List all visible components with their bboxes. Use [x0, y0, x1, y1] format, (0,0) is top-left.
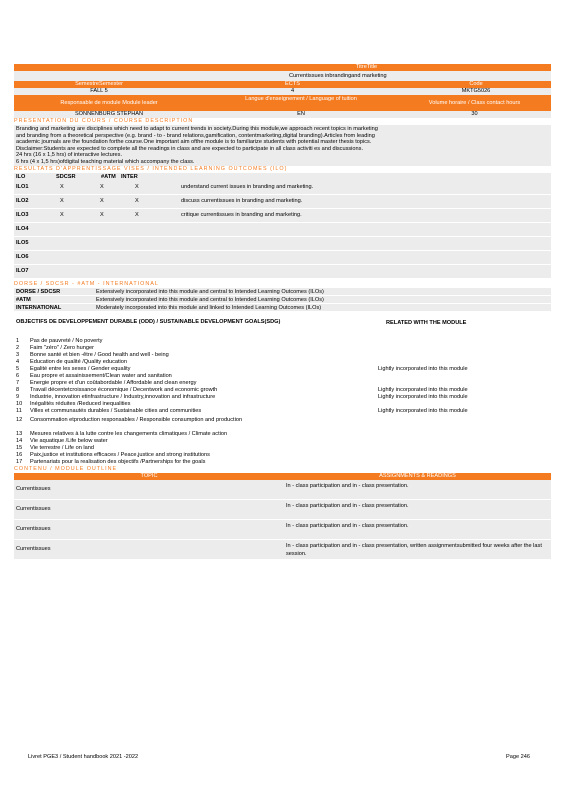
- sdg-row: [14, 352, 551, 359]
- ilo-sdcsr: X: [60, 212, 64, 218]
- ilo-sdcsr: [54, 223, 94, 236]
- semester-label: SemestreSemester: [75, 81, 123, 87]
- ilo-text: critique currentissues in branding and marketing.: [181, 212, 302, 218]
- sdg-related: Lightly incorporated into this module: [378, 387, 468, 393]
- presentation-line: Disclaimer:Students are expected to complete all the readings in class and are expected to participate in all class activiti es and discussions.: [16, 145, 363, 152]
- ilo-sdcsr: X: [60, 198, 64, 204]
- sdg-related: Lightly incorporated into this module: [378, 394, 468, 400]
- ilo-text: [179, 237, 551, 250]
- sdg-number: 13: [16, 431, 23, 437]
- sdg-text: Inégalités réduites /Reduced inequalities: [30, 401, 131, 407]
- sdg-number: 16: [16, 452, 23, 458]
- ilo-inter: [129, 265, 179, 278]
- ilo-row: [14, 195, 551, 209]
- dorse-heading: DORSE / SDCSR - #ATM - INTERNATIONAL: [14, 281, 159, 287]
- ilo-id: ILO4: [16, 226, 29, 232]
- contenu-heading: CONTENU / MODULE OUTLINE: [14, 466, 118, 472]
- sdg-number: 3: [16, 352, 20, 358]
- sdg-related: [376, 438, 551, 445]
- sdg-row: [14, 366, 551, 373]
- title-value: Currentissues inbrandingand marketing: [289, 73, 387, 79]
- ilo-id: ILO1: [16, 184, 29, 190]
- ilo-inter: [129, 251, 179, 264]
- content-row: [14, 480, 551, 500]
- sdg-row: [14, 431, 551, 438]
- sdg-text: Mesures relatives à la lutte contre les changements climatiques / Climate action: [30, 431, 228, 437]
- code-label: Code: [469, 81, 483, 87]
- ilo-row: [14, 209, 551, 223]
- semester-header: [14, 81, 551, 88]
- sdg-number: 11: [16, 408, 22, 414]
- sdg-related: Lightly incorporated into this module: [378, 366, 468, 372]
- volume-value: 30: [471, 111, 478, 117]
- sdg-related: [376, 445, 551, 452]
- inter-col-header: INTER: [121, 174, 138, 180]
- content-row: [14, 520, 551, 540]
- presentation-line: 24 hrs (16 x 1,5 hrs) of interactive lectures.: [16, 152, 123, 158]
- sdg-related: [376, 359, 551, 366]
- sdg-row: [14, 345, 551, 352]
- ects-value: 4: [290, 88, 295, 94]
- ilo-inter: X: [135, 198, 139, 204]
- sdg-text: Industrie, innovation etinfrastructure / Industry,innovation and infrastructure: [30, 394, 216, 400]
- course-sheet: [14, 64, 551, 560]
- sdg-row: [14, 387, 551, 394]
- assign-label: ASSIGNMENTS & READINGS: [379, 473, 456, 479]
- related-heading: RELATED WITH THE MODULE: [386, 320, 467, 326]
- title-label: TitreTitle: [355, 64, 378, 70]
- topic-label: TOPIC: [140, 473, 158, 479]
- ilo-text: understand current issues in branding and marketing.: [181, 184, 314, 190]
- resultats-heading: RESULTATS D'APPRENTISSAGE VISES / INTENDED LEARNING OUTCOMES (ILO): [14, 166, 288, 172]
- sdg-number: 9: [16, 394, 20, 400]
- leader-row: [14, 111, 551, 118]
- ilo-text: [179, 265, 551, 278]
- sdg-text: Vie terrestre / Life on land: [30, 445, 94, 451]
- sdg-number: 8: [16, 387, 20, 393]
- sdg-text: Vie aquatique /Life below water: [30, 438, 108, 444]
- sdg-row: [14, 408, 551, 417]
- code-value: MKTG5026: [461, 88, 491, 94]
- contenu-header: [14, 473, 551, 480]
- presentation-line: Branding and marketing are disciplines which need to adapt to current trends in society.During this module,we approach recent topics in marketing: [16, 126, 378, 132]
- sdg-number: 10: [16, 401, 23, 407]
- ilo-table: [14, 181, 551, 279]
- footer-left: Livret PGE3 / Student handbook 2021 -2022: [28, 754, 139, 760]
- ilo-id: ILO7: [16, 268, 29, 274]
- content-table: [14, 480, 551, 560]
- sdg-text: Partenariats pour la realisation des objectifs /Partnerships for the goals: [30, 459, 206, 465]
- ilo-row: [14, 251, 551, 265]
- ilo-inter: [129, 237, 179, 250]
- footer: [28, 754, 530, 760]
- sdg-row: [14, 445, 551, 452]
- sdg-row: [14, 417, 551, 431]
- ilo-text: [179, 251, 551, 264]
- sdg-number: 4: [16, 359, 20, 365]
- presentation-line: academic journals are the foundation forthe course.One important aim ofthe module is to familiarize students with potential master thesis topics.: [16, 139, 372, 145]
- langue-value: EN: [297, 111, 305, 117]
- presentation-line: and branding from a theoretical perspective (e.g. brand - to - brand relations,gamification, contentmarketing,digital branding).Articles from leading: [16, 132, 375, 139]
- sdg-text: Eau propre et assainissement/Clean water and sanitation: [30, 373, 172, 379]
- dorse-label: #ATM: [16, 297, 31, 303]
- sdg-text: Pas de pauvreté / No poverty: [30, 338, 103, 344]
- sdg-row: [14, 438, 551, 445]
- ilo-sdcsr: [54, 265, 94, 278]
- sdg-related: [376, 345, 551, 352]
- content-topic: Currentissues: [16, 546, 51, 552]
- sdg-text: Education de qualité /Quality education: [30, 359, 128, 365]
- atm-col-header: #ATM: [101, 174, 116, 180]
- sdcsr-col-header: SDCSR: [56, 174, 76, 180]
- sdg-number: 5: [16, 366, 20, 372]
- responsable-value: SONNENBURG STEPHAN: [74, 111, 144, 117]
- sdg-related: [376, 338, 551, 345]
- ilo-atm: X: [100, 212, 104, 218]
- sdg-row: [14, 380, 551, 387]
- content-row: [14, 540, 551, 560]
- dorse-row: [14, 304, 551, 312]
- dorse-label: DORSE / SDCSR: [16, 289, 61, 295]
- sdg-related: Lightly incorporated into this module: [378, 408, 468, 414]
- sdg-text: Villes et communautés durables / Sustainable cities and communities: [30, 408, 202, 414]
- content-topic: Currentissues: [16, 526, 51, 532]
- sdg-row: [14, 459, 551, 466]
- sdg-row: [14, 338, 551, 345]
- ilo-row: [14, 223, 551, 237]
- title-header: [14, 64, 551, 71]
- dorse-text: Moderately incorporated into this module and linked to Intended Learning Outcomes (ILOs): [96, 305, 322, 311]
- sdg-table: [14, 338, 551, 466]
- content-row: [14, 500, 551, 520]
- sdg-related: [376, 417, 551, 431]
- sdg-row: [14, 452, 551, 459]
- dorse-row: [14, 296, 551, 304]
- ilo-text: [179, 223, 551, 236]
- dorse-text: Extensively incorporated into this module and central to Intended Learning Outcomes (ILOs): [96, 297, 324, 303]
- semester-row: [14, 88, 551, 95]
- dorse-row: [14, 288, 551, 296]
- sdg-related: [376, 452, 551, 459]
- sdg-related: [376, 401, 551, 408]
- sdg-related: [376, 380, 551, 387]
- sdg-row: [14, 401, 551, 408]
- ilo-atm: [94, 223, 129, 236]
- presentation-text: [14, 125, 551, 166]
- ilo-atm: [94, 265, 129, 278]
- ilo-inter: [129, 223, 179, 236]
- sdg-number: 17: [16, 459, 23, 465]
- ilo-col-header: ILO: [16, 174, 26, 180]
- ilo-row: [14, 237, 551, 251]
- sdg-text: Travail décentetcroissance économique / Decentwork and economic growth: [30, 387, 218, 393]
- sdg-text: Faim "zéro" / Zero hunger: [30, 345, 94, 351]
- sdg-row: [14, 359, 551, 366]
- sdg-text: Bonne santé et bien -être / Good health and well - being: [30, 352, 169, 358]
- sdg-number: 14: [16, 438, 23, 444]
- sdg-number: 7: [16, 380, 20, 386]
- presentation-heading: PRESENTATION DU COURS / COURSE DESCRIPTION: [14, 118, 194, 124]
- odd-header: [14, 318, 551, 338]
- ilo-atm: X: [100, 198, 104, 204]
- content-assign: In - class participation and in - class presentation, written assignmentsubmitted four weeks after the last session.: [286, 543, 542, 557]
- sdg-related: [376, 459, 551, 466]
- sdg-number: 12: [16, 417, 23, 423]
- sdg-text: Energie propre et d'un coûtabordable / Affordable and clean energy: [30, 380, 197, 386]
- content-assign: In - class participation and in - class presentation.: [286, 523, 409, 529]
- content-assign: In - class participation and in - class presentation.: [286, 483, 409, 489]
- sdg-text: Consommation etproduction responsables / Responsible consumption and production: [30, 417, 243, 423]
- ilo-text: discuss currentissues in branding and marketing.: [181, 198, 303, 204]
- ilo-inter: X: [135, 184, 139, 190]
- langue-label: Langue d'enseignement / Language of tuition: [245, 96, 357, 102]
- ilo-atm: X: [100, 184, 104, 190]
- sdg-number: 2: [16, 345, 20, 351]
- dorse-label: INTERNATIONAL: [16, 305, 62, 311]
- presentation-line: 6 hrs (4 x 1,5 hrs)ofdigital teaching material which accompany the class.: [16, 158, 195, 165]
- ilo-sdcsr: [54, 251, 94, 264]
- volume-label: Volume horaire / Class contact hours: [428, 100, 521, 106]
- sdg-number: 1: [16, 338, 20, 344]
- ilo-atm: [94, 251, 129, 264]
- ilo-id: ILO5: [16, 240, 29, 246]
- sdg-row: [14, 373, 551, 380]
- ilo-atm: [94, 237, 129, 250]
- ilo-row: [14, 181, 551, 195]
- ilo-header-row: [14, 173, 551, 181]
- ilo-sdcsr: [54, 237, 94, 250]
- ilo-sdcsr: X: [60, 184, 64, 190]
- content-topic: Currentissues: [16, 506, 51, 512]
- responsable-label: Responsable de module Module leader: [60, 100, 158, 106]
- dorse-table: [14, 288, 551, 312]
- sdg-related: [376, 373, 551, 380]
- odd-heading: OBJECTIFS DE DEVELOPPEMENT DURABLE (ODD) / SUSTAINABLE DEVELOPMENT GOALS(SDG): [16, 319, 281, 325]
- sdg-related: [376, 431, 551, 438]
- content-assign: In - class participation and in - class presentation.: [286, 503, 409, 509]
- ilo-id: ILO2: [16, 198, 29, 204]
- sdg-text: Paix,justice et institutions efficaces / Peace,justice and strong institutions: [30, 452, 210, 458]
- ilo-id: ILO3: [16, 212, 29, 218]
- title-row: [14, 71, 551, 81]
- sdg-related: [376, 352, 551, 359]
- semester-value: FALL 5: [90, 88, 108, 94]
- leader-header: [14, 95, 551, 111]
- ilo-inter: X: [135, 212, 139, 218]
- sdg-number: 15: [16, 445, 23, 451]
- dorse-text: Extensively incorporated into this module and central to Intended Learning Outcomes (ILOs): [96, 289, 324, 295]
- sdg-row: [14, 394, 551, 401]
- ects-label: ECTS: [285, 81, 300, 87]
- sdg-text: Egalité entre les sexes / Gender equality: [30, 366, 131, 372]
- footer-page: Page 246: [506, 754, 530, 760]
- ilo-row: [14, 265, 551, 279]
- content-topic: Currentissues: [16, 486, 51, 492]
- sdg-number: 6: [16, 373, 20, 379]
- ilo-id: ILO6: [16, 254, 29, 260]
